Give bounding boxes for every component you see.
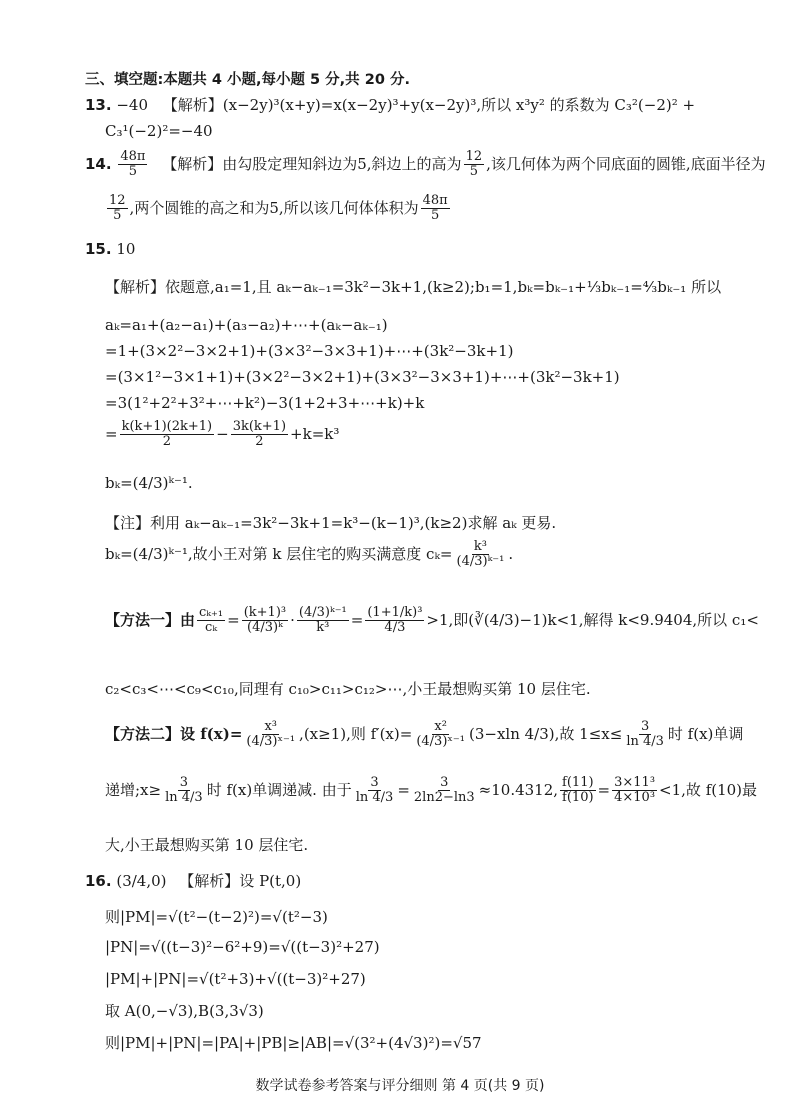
solution-text: aₖ=a₁+(a₂−a₁)+(a₃−a₂)+⋯+(aₖ−aₖ₋₁)	[105, 316, 388, 334]
solution-text: =1+(3×2²−3×2+1)+(3×3²−3×3+1)+⋯+(3k²−3k+1)	[105, 342, 514, 360]
answer: (3/4,0)	[116, 872, 167, 890]
solution-text: bₖ=(4/3)ᵏ⁻¹.	[105, 474, 193, 492]
solution-text: 【解析】由勾股定理知斜边为5,斜边上的高为	[162, 154, 462, 173]
solution-text: C₃¹(−2)²=−40	[105, 122, 213, 140]
question-number: 16.	[85, 872, 112, 890]
fraction: $\frac{3}{\ln 4/3}$	[355, 775, 394, 806]
fraction: $\frac{\text{cₖ₊₁}}{\text{cₖ}}$	[199, 605, 224, 636]
answer-fraction: $\frac{48\pi}{5}$	[120, 149, 146, 180]
fraction: $\frac{\text{k³}}{\text{(4/3)ᵏ⁻¹}}$	[456, 539, 505, 570]
page-footer: 数学试卷参考答案与评分细则 第 4 页(共 9 页)	[255, 1078, 545, 1094]
note-text: 【注】利用 aₖ−aₖ₋₁=3k²−3k+1=k³−(k−1)³,(k≥2)求解 aₖ 更易.	[105, 514, 557, 532]
solution-text-fraction-line: bₖ=(4/3)ᵏ⁻¹,故小王对第 k 层住宅的购买满意度 cₖ= $\frac{\text{k³}}{\text{(4/3)ᵏ⁻¹}}$ .	[105, 539, 514, 570]
section-heading: 三、填空题:本题共 4 小题,每小题 5 分,共 20 分.	[85, 72, 410, 88]
fraction: $\frac{\text{(1+1/k)³}}{4/3}$	[367, 605, 423, 636]
solution-text-fraction-line: = $\frac{k(k+1)(2k+1)}{2}$ − $\frac{3k(k+1)}{2}$ +k=k³	[105, 419, 340, 450]
method-one: 【方法一】由 $\frac{\text{cₖ₊₁}}{\text{cₖ}}$ = $\frac{\text{(k+1)³}}{\text{(4/3)ᵏ}}$ · $\frac{\text{(4/3)ᵏ⁻¹}}{\text{k³}}$ = $\frac{\text{(1+1/k)³}}{4/3}$ >1,即(∛(4/3)−1)k<1,解得 k<9.9404,所以 c₁<	[105, 605, 759, 636]
solution-text: 取 A(0,−√3),B(3,3√3)	[105, 1002, 264, 1020]
solution-text: ,该几何体为两个同底面的圆锥,底面半径为	[486, 154, 766, 173]
fraction: $\frac{f(11)}{f(10)}$	[562, 775, 594, 806]
fraction: $\frac{\text{(4/3)ᵏ⁻¹}}{\text{k³}}$	[298, 605, 347, 636]
fraction: $\frac{3}{2\ln 2-\ln 3}$	[413, 775, 475, 806]
solution-text-line2	[105, 194, 452, 224]
solution-text: |PM|+|PN|=√(t²+3)+√((t−3)²+27)	[105, 970, 366, 988]
question-13	[85, 96, 695, 114]
fraction: $\frac{12}{5}$	[109, 193, 126, 224]
fraction: $\frac{\text{x³}}{\text{(4/3)ˣ⁻¹}}$	[246, 719, 296, 750]
fraction: $\frac{48\pi}{5}$	[422, 193, 448, 224]
answer: −40	[116, 96, 149, 114]
solution-text: c₂<c₃<⋯<c₉<c₁₀,同理有 c₁₀>c₁₁>c₁₂>⋯,小王最想购买第 10 层住宅.	[105, 680, 591, 698]
answer: 10	[116, 240, 136, 258]
fraction: $\frac{12}{5}$	[465, 149, 483, 180]
question-number: 15.	[85, 240, 112, 258]
solution-text: 则|PM|+|PN|=|PA|+|PB|≥|AB|=√(3²+(4√3)²)=√57	[105, 1034, 482, 1052]
solution-text: 则|PM|=√(t²−(t−2)²)=√(t²−3)	[105, 908, 328, 926]
fraction: $\frac{\text{x²}}{\text{(4/3)ˣ⁻¹}}$	[416, 719, 465, 750]
solution-text: 【解析】依题意,a₁=1,且 aₖ−aₖ₋₁=3k²−3k+1,(k≥2);b₁=1,bₖ=bₖ₋₁+⅓bₖ₋₁=⁴⁄₃bₖ₋₁ 所以	[105, 278, 722, 296]
solution-text: ,两个圆锥的高之和为5,所以该几何体体积为	[129, 198, 419, 217]
method-two: 【方法二】设 f(x)= $\frac{\text{x³}}{\text{(4/3)ˣ⁻¹}}$ ,(x≥1),则 f′(x)= $\frac{\text{x²}}{\text{(4/3)ˣ⁻¹}}$ (3−xln 4/3),故 1≤x≤ $\frac{3}{\ln 4/3}$ 时 f(x)单调	[105, 719, 744, 750]
question-number: 14.	[85, 154, 112, 173]
fraction: $\frac{3k(k+1)}{2}$	[232, 419, 287, 450]
solution-text: |PN|=√((t−3)²−6²+9)=√((t−3)²+27)	[105, 938, 380, 956]
fraction: $\frac{k(k+1)(2k+1)}{2}$	[121, 419, 213, 450]
question-14	[85, 150, 766, 180]
solution-text: 【解析】设 P(t,0)	[179, 872, 302, 890]
fraction: $\frac{3}{\ln 4/3}$	[165, 775, 203, 806]
question-16	[85, 872, 301, 890]
question-15	[85, 240, 135, 258]
solution-text: 大,小王最想购买第 10 层住宅.	[105, 836, 309, 854]
solution-text: =3(1²+2²+3²+⋯+k²)−3(1+2+3+⋯+k)+k	[105, 394, 425, 412]
fraction: $\frac{\text{3×11³}}{\text{4×10³}}$	[614, 775, 656, 806]
question-number: 13.	[85, 96, 112, 114]
solution-text: =(3×1²−3×1+1)+(3×2²−3×2+1)+(3×3²−3×3+1)+⋯+(3k²−3k+1)	[105, 368, 620, 386]
fraction: $\frac{3}{\ln 4/3}$	[626, 719, 664, 750]
method-two-line2: 递增;x≥ $\frac{3}{\ln 4/3}$ 时 f(x)单调递减. 由于 $\frac{3}{\ln 4/3}$ = $\frac{3}{2\ln 2-\ln 3}$ ≈10.4312, $\frac{f(11)}{f(10)}$ = $\frac{\text{3×11³}}{\text{4×10³}}$ <1,故 f(10)最	[105, 775, 758, 806]
solution-text: 【解析】(x−2y)³(x+y)=x(x−2y)³+y(x−2y)³,所以 x³y² 的系数为 C₃²(−2)² +	[162, 96, 696, 114]
fraction: $\frac{\text{(k+1)³}}{\text{(4/3)ᵏ}}$	[243, 605, 287, 636]
